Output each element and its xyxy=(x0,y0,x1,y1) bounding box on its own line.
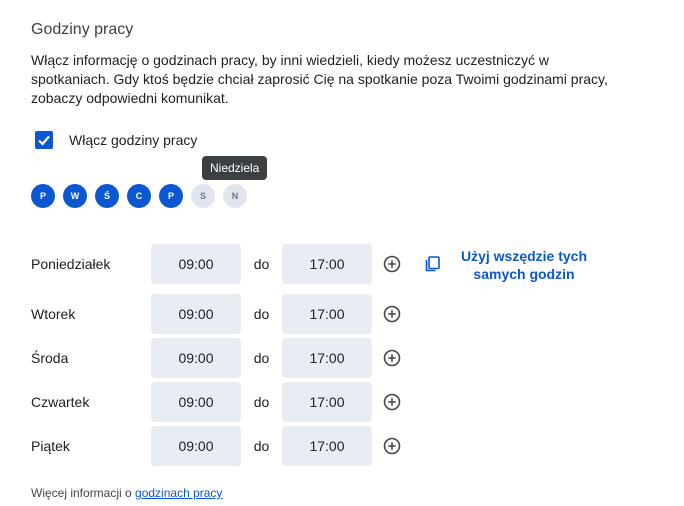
schedule-day-label: Poniedziałek xyxy=(31,256,111,272)
schedule-row-monday xyxy=(31,244,402,284)
add-circle-icon xyxy=(383,305,401,323)
section-title: Godziny pracy xyxy=(31,21,134,38)
add-hours-button[interactable] xyxy=(382,348,402,368)
copy-hours-everywhere-link[interactable] xyxy=(454,247,594,283)
working-hours-help-link[interactable]: godzinach pracy xyxy=(135,486,223,500)
schedule-row-tuesday xyxy=(31,294,402,334)
section-description xyxy=(31,51,631,108)
add-hours-button[interactable] xyxy=(382,254,402,274)
enable-working-hours-row[interactable] xyxy=(35,131,197,149)
to-label: do xyxy=(253,306,270,322)
day-toggle-wednesday[interactable]: Ś xyxy=(95,184,119,208)
schedule-day-label: Piątek xyxy=(31,438,70,454)
schedule-day-label: Środa xyxy=(31,350,69,366)
end-time-field[interactable]: 17:00 xyxy=(282,426,372,466)
start-time-field[interactable]: 09:00 xyxy=(151,244,241,284)
end-time-field[interactable]: 17:00 xyxy=(282,382,372,422)
enable-working-hours-label: Włącz godziny pracy xyxy=(69,132,198,148)
add-hours-button[interactable] xyxy=(382,392,402,412)
day-toggle-saturday[interactable]: S xyxy=(191,184,215,208)
footer-text: Więcej informacji o xyxy=(31,486,136,500)
schedule-day-label: Czwartek xyxy=(31,394,90,410)
add-circle-icon xyxy=(383,393,401,411)
schedule-row-wednesday xyxy=(31,338,402,378)
end-time-field[interactable]: 17:00 xyxy=(282,338,372,378)
to-label: do xyxy=(253,394,270,410)
start-time-field[interactable]: 09:00 xyxy=(151,338,241,378)
enable-working-hours-checkbox[interactable] xyxy=(35,131,53,149)
day-toggle-friday[interactable]: P xyxy=(159,184,183,208)
copy-link-line1: Użyj wszędzie tych xyxy=(460,248,588,264)
end-time-field[interactable]: 17:00 xyxy=(282,294,372,334)
day-toggle-monday[interactable]: P xyxy=(31,184,55,208)
copy-link-line2: samych godzin xyxy=(473,266,575,282)
schedule-row-friday xyxy=(31,426,402,466)
to-label: do xyxy=(253,438,270,454)
day-toggle-thursday[interactable]: C xyxy=(127,184,151,208)
add-circle-icon xyxy=(383,349,401,367)
copy-shape xyxy=(424,255,442,273)
end-time-field[interactable]: 17:00 xyxy=(282,244,372,284)
to-label: do xyxy=(253,350,270,366)
start-time-field[interactable]: 09:00 xyxy=(151,426,241,466)
add-circle-icon xyxy=(383,437,401,455)
checkmark-icon xyxy=(37,133,51,147)
day-toggle-tuesday[interactable]: W xyxy=(63,184,87,208)
schedule-row-thursday xyxy=(31,382,402,422)
start-time-field[interactable]: 09:00 xyxy=(151,382,241,422)
footer-info xyxy=(31,486,222,500)
copy-icon[interactable] xyxy=(424,255,442,273)
to-label: do xyxy=(253,256,270,272)
add-hours-button[interactable] xyxy=(382,436,402,456)
day-tooltip: Niedziela xyxy=(202,156,267,180)
day-selector xyxy=(31,184,255,208)
schedule-day-label: Wtorek xyxy=(31,306,76,322)
description-text: Włącz informację o godzinach pracy, by inni wiedzieli, kiedy możesz uczestniczyć w spotkaniach. Gdy ktoś będzie chciał zaprosić Cię na spotkanie poza Twoimi godzinami pracy, zobaczy odpowiedni komunikat. xyxy=(31,52,608,106)
add-hours-button[interactable] xyxy=(382,304,402,324)
start-time-field[interactable]: 09:00 xyxy=(151,294,241,334)
add-circle-icon xyxy=(383,255,401,273)
day-toggle-sunday[interactable]: N xyxy=(223,184,247,208)
